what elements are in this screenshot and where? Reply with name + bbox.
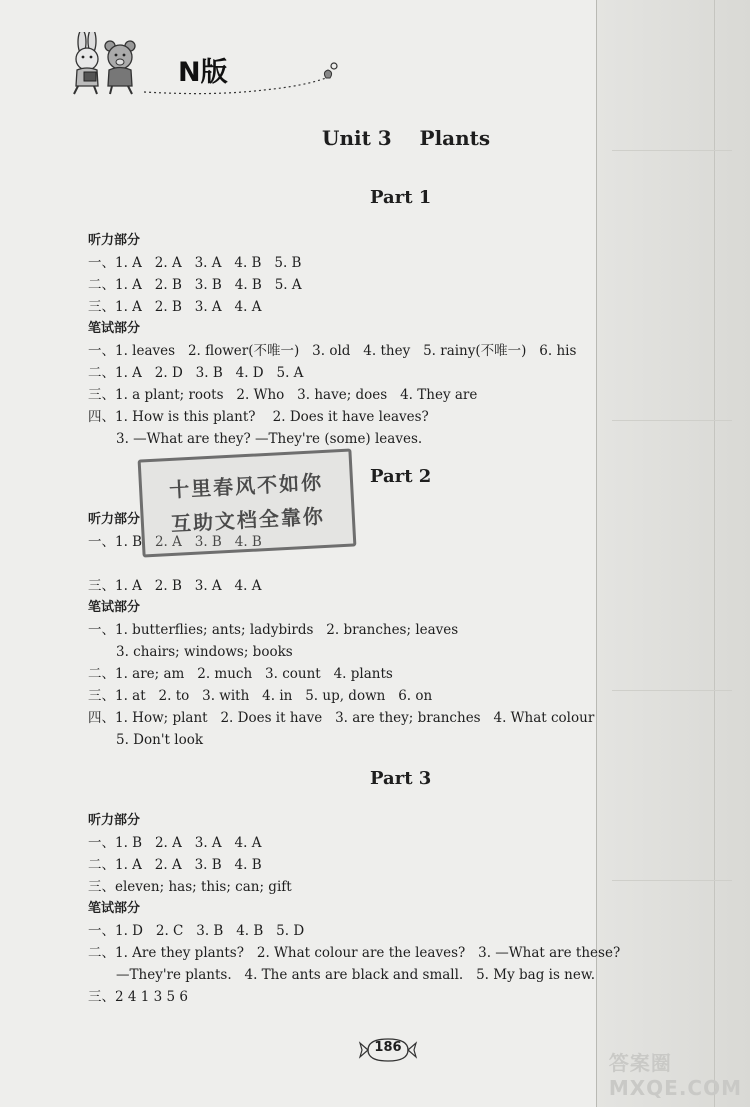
answer-line: 三、1. A 2. B 3. A 4. A xyxy=(88,578,262,594)
answer-line: 三、eleven; has; this; can; gift xyxy=(88,879,292,895)
answer-line: 二、1. are; am 2. much 3. count 4. plants xyxy=(88,666,393,682)
answer-line: —They're plants. 4. The ants are black and small. 5. My bag is new. xyxy=(116,967,596,983)
part-3-title: Part 3 xyxy=(370,768,432,789)
answer-line: 四、1. How is this plant? 2. Does it have leaves? xyxy=(88,409,429,425)
stamp-line: 互助文档全靠你 xyxy=(170,503,326,536)
edition-label: N版 xyxy=(178,57,228,88)
rabbit-icon xyxy=(74,32,98,94)
adjacent-page-edge xyxy=(596,0,750,1107)
overlay-stamp xyxy=(138,448,357,557)
part-1-written-label: 笔试部分 xyxy=(88,321,141,336)
part-2-written-label: 笔试部分 xyxy=(88,600,141,615)
answer-line: 二、1. A 2. B 3. B 4. B 5. A xyxy=(88,277,302,293)
bleed-through-line xyxy=(612,880,732,881)
answer-line: 3. chairs; windows; books xyxy=(116,644,293,660)
answer-line: 5. Don't look xyxy=(116,732,203,748)
part-2-listening-label: 听力部分 xyxy=(88,512,141,527)
answer-line: 三、1. A 2. B 3. A 4. A xyxy=(88,299,262,315)
answer-line: 二、1. A 2. D 3. B 4. D 5. A xyxy=(88,365,304,381)
bleed-through-line xyxy=(612,690,732,691)
answer-line: 一、1. leaves 2. flower(不唯一) 3. old 4. they 5. rainy(不唯一) 6. his xyxy=(88,343,577,359)
answer-line: 二、1. Are they plants? 2. What colour are the leaves? 3. —What are these? xyxy=(88,945,621,961)
page-fold-line xyxy=(596,0,597,1107)
part-1-title: Part 1 xyxy=(370,187,432,208)
unit-title: Unit 3 Plants xyxy=(322,126,491,150)
answer-line: 四、1. How; plant 2. Does it have 3. are they; branches 4. What colour xyxy=(88,710,595,726)
stamp-line: 十里春风不如你 xyxy=(168,470,324,503)
answer-line: 二、1. A 2. A 3. B 4. B xyxy=(88,857,262,873)
part-3-written-label: 笔试部分 xyxy=(88,901,141,916)
bleed-through-line xyxy=(612,420,732,421)
part-2-title: Part 2 xyxy=(370,466,432,487)
page-edge-line xyxy=(714,0,715,1107)
watermark-text: 答案圈 MXQE.COM xyxy=(608,1051,742,1100)
answer-line: 一、1. B 2. A 3. A 4. A xyxy=(88,835,262,851)
bleed-through-line xyxy=(612,150,732,151)
page-number-badge xyxy=(358,1034,418,1066)
answer-line: 三、1. at 2. to 3. with 4. in 5. up, down 6. on xyxy=(88,688,433,704)
answer-line: 三、1. a plant; roots 2. Who 3. have; does 4. They are xyxy=(88,387,478,403)
answer-line: 一、1. B 2. A 3. B 4. B xyxy=(88,534,262,550)
answer-line: 三、2 4 1 3 5 6 xyxy=(88,989,188,1005)
page-number: 186 xyxy=(374,1040,402,1055)
answer-line: 一、1. A 2. A 3. A 4. B 5. B xyxy=(88,255,302,271)
bear-icon xyxy=(105,41,135,94)
part-3-listening-label: 听力部分 xyxy=(88,813,141,828)
site-watermark xyxy=(608,1051,746,1102)
answer-line: 一、1. butterflies; ants; ladybirds 2. branches; leaves xyxy=(88,622,459,638)
answer-line: 一、1. D 2. C 3. B 4. B 5. D xyxy=(88,923,305,939)
part-1-listening-label: 听力部分 xyxy=(88,233,141,248)
answer-line: 3. —What are they? —They're (some) leaves. xyxy=(116,431,423,447)
